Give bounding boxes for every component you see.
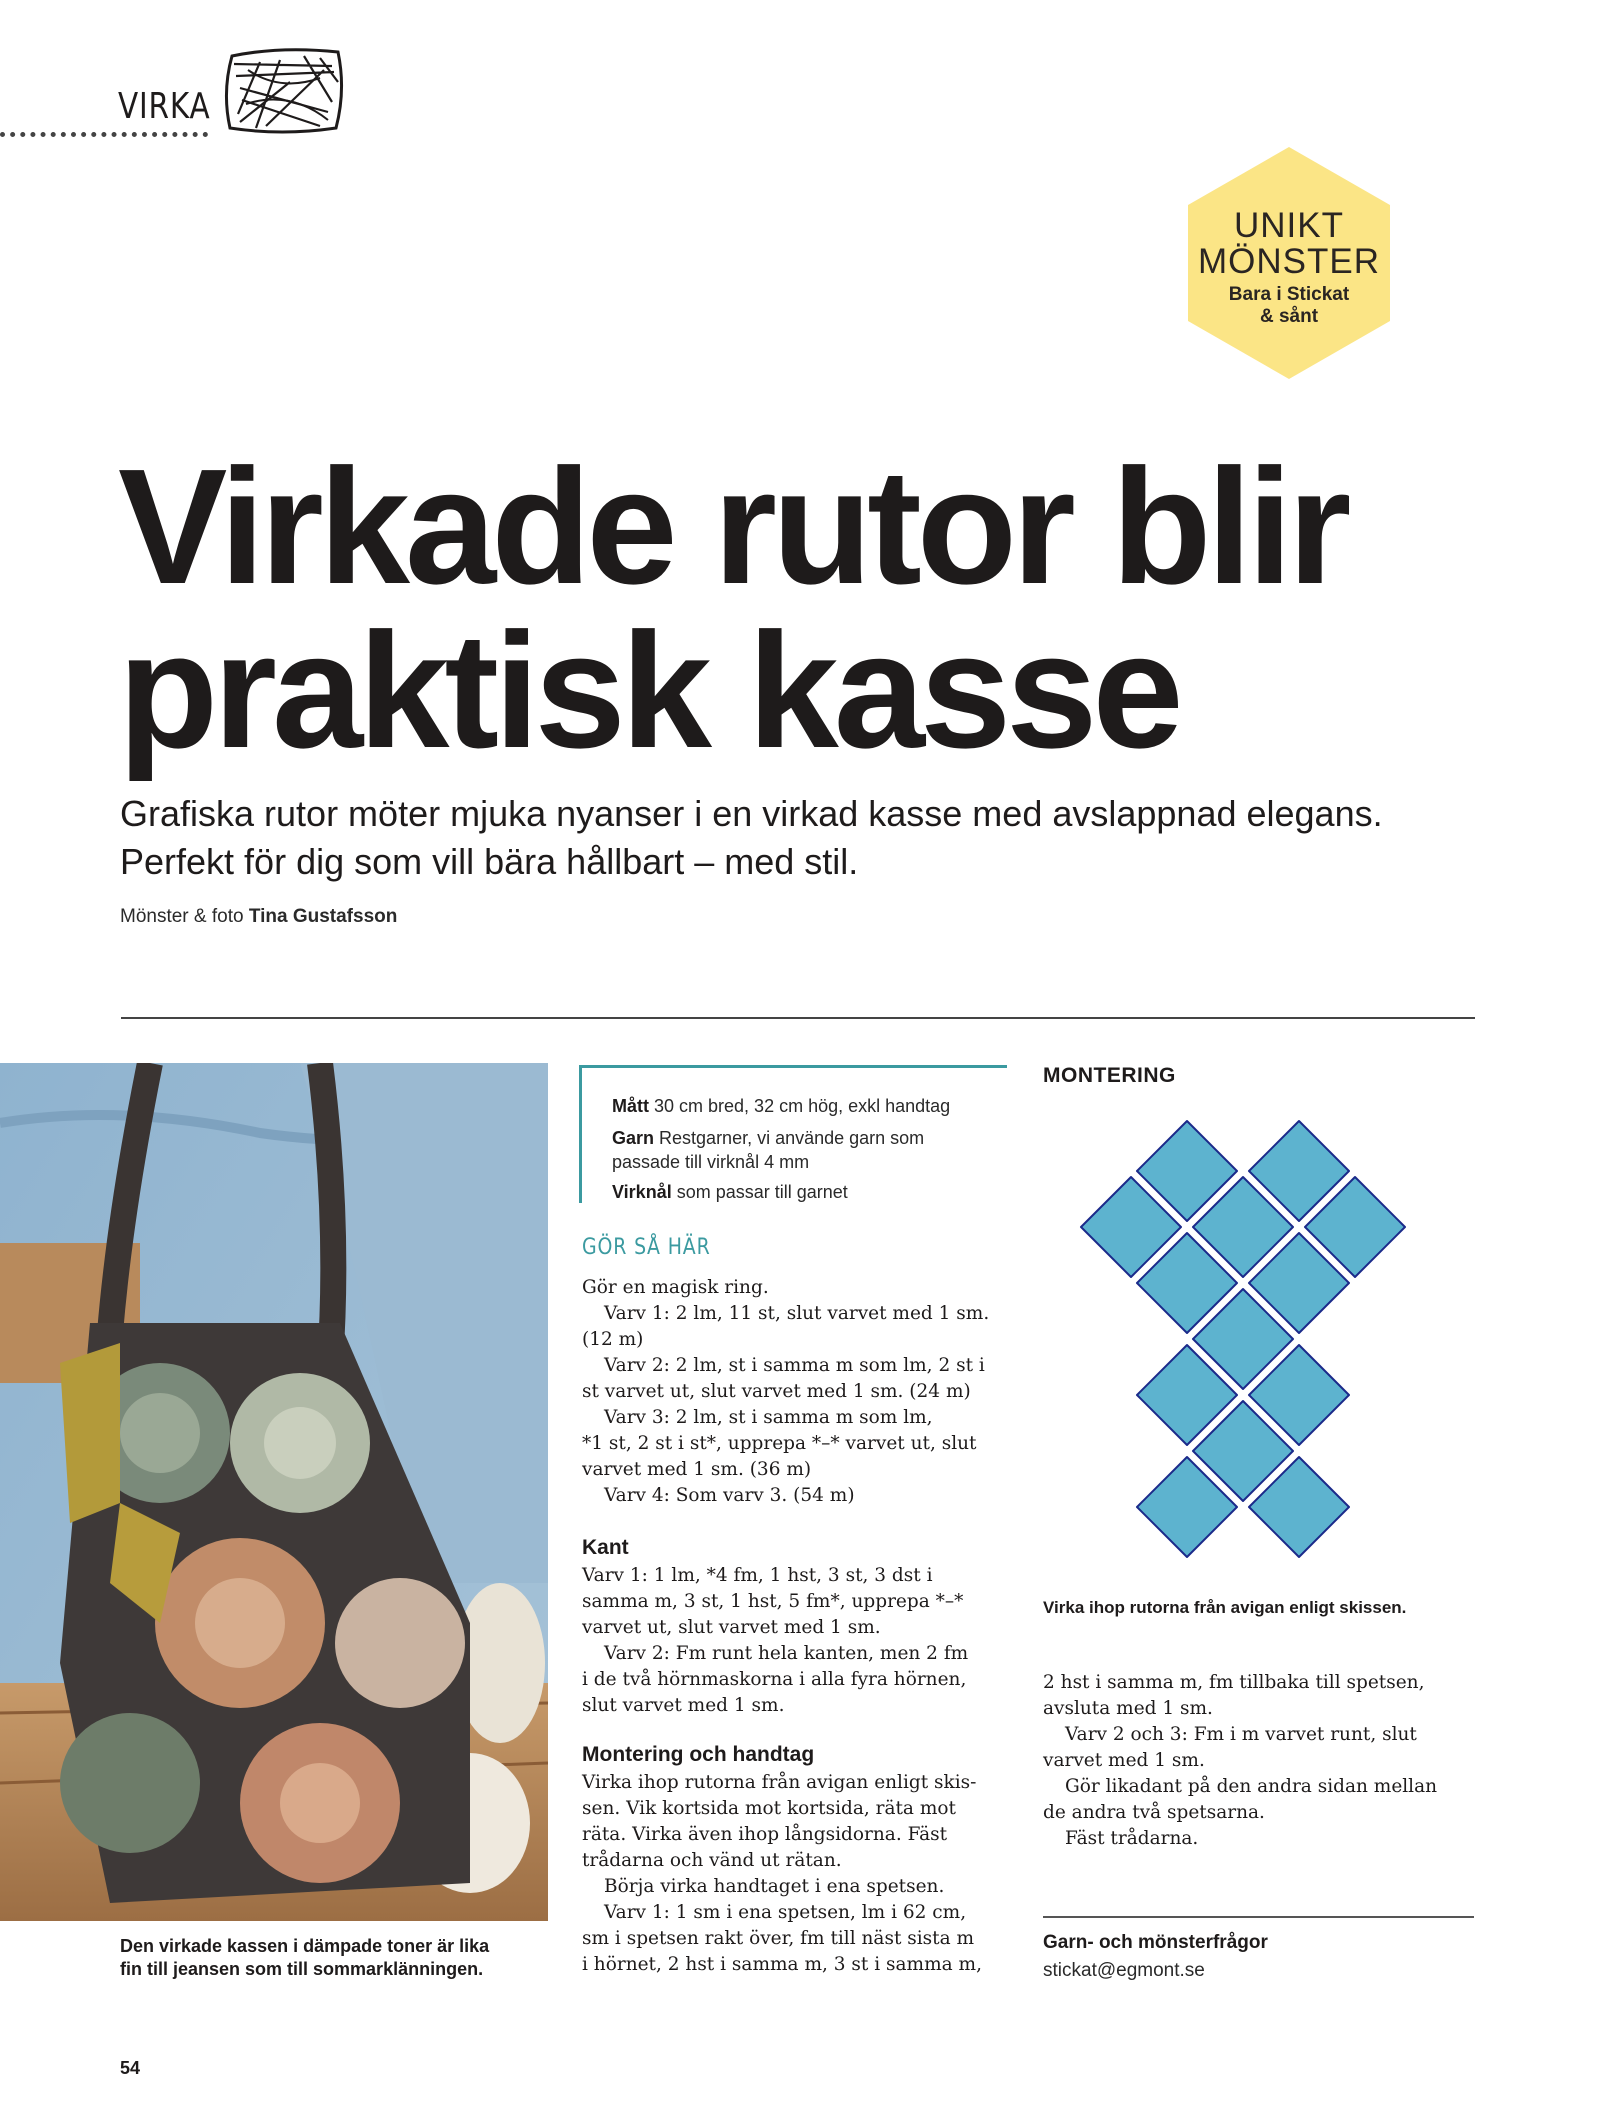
continuation-body (1043, 1670, 1473, 1852)
instructions-body (582, 1275, 1012, 1509)
instr-line: Varv 3: 2 lm, st i samma m som lm, (604, 1407, 933, 1428)
montering-handtag-heading: Montering och handtag (582, 1743, 815, 1766)
montering-line: sen. Vik kortsida mot kortsida, räta mot (582, 1798, 956, 1819)
instr-line: st varvet ut, slut varvet med 1 sm. (24 m) (582, 1381, 971, 1402)
section-label: VIRKA (118, 86, 211, 127)
yarn-ball-icon (220, 42, 350, 137)
instr-line: Varv 2: 2 lm, st i samma m som lm, 2 st i (604, 1355, 985, 1376)
cont-line: varvet med 1 sm. (1043, 1750, 1205, 1771)
montering-heading: MONTERING (1043, 1064, 1176, 1087)
photo-caption (120, 1935, 520, 1981)
cont-line: Varv 2 och 3: Fm i m varvet runt, slut (1065, 1724, 1417, 1745)
instr-line: varvet med 1 sm. (36 m) (582, 1459, 812, 1480)
badge-line2: MÖNSTER (1198, 242, 1380, 281)
badge-line4: & sånt (1259, 306, 1319, 327)
materials-hook (612, 1180, 1007, 1204)
badge-text (1188, 208, 1390, 328)
contact-email-link[interactable]: stickat@egmont.se (1043, 1960, 1205, 1981)
montering-line: i hörnet, 2 hst i samma m, 3 st i samma m, (582, 1954, 982, 1975)
kant-line: i de två hörnmaskorna i alla fyra hörnen, (582, 1669, 967, 1690)
kant-line: samma m, 3 st, 1 hst, 5 fm*, upprepa *–* (582, 1591, 964, 1612)
montering-line: Börja virka handtaget i ena spetsen. (604, 1876, 945, 1897)
article-intro (120, 790, 1440, 886)
badge-line1: UNIKT (1234, 206, 1344, 245)
cont-line: Gör likadant på den andra sidan mellan (1065, 1776, 1438, 1797)
badge-line3: Bara i Stickat (1228, 284, 1350, 305)
contact-heading: Garn- och mönsterfrågor (1043, 1932, 1268, 1953)
hook-value: som passar till garnet (676, 1182, 848, 1202)
materials-size (612, 1094, 1007, 1118)
cont-line: de andra två spetsarna. (1043, 1802, 1265, 1823)
montering-line: trådarna och vänd ut rätan. (582, 1850, 842, 1871)
yarn-label: Garn (612, 1128, 655, 1148)
diagram-caption: Virka ihop rutorna från avigan enligt skissen. (1043, 1598, 1407, 1617)
divider (121, 1017, 1475, 1019)
credit-name: Tina Gustafsson (248, 906, 398, 927)
instr-line: *1 st, 2 st i st*, upprepa *–* varvet ut, slut (582, 1433, 977, 1454)
cont-line: avsluta med 1 sm. (1043, 1698, 1213, 1719)
yarn-value-line2: passade till virknål 4 mm (612, 1152, 810, 1172)
kant-line: Varv 1: 1 lm, *4 fm, 1 hst, 3 st, 3 dst i (582, 1565, 933, 1586)
title-line1: Virkade rutor blir (118, 435, 1347, 618)
instr-line: Varv 4: Som varv 3. (54 m) (604, 1485, 855, 1506)
instr-line: (12 m) (582, 1329, 644, 1350)
instr-line: Gör en magisk ring. (582, 1277, 769, 1298)
instr-line: Varv 1: 2 lm, 11 st, slut varvet med 1 sm. (604, 1303, 990, 1324)
contact-divider (1043, 1916, 1474, 1918)
size-label: Mått (612, 1096, 649, 1116)
assembly-diagram (1075, 1115, 1435, 1558)
montering-line: räta. Virka även ihop långsidorna. Fäst (582, 1824, 948, 1845)
montering-body (582, 1770, 1012, 1978)
montering-line: Varv 1: 1 sm i ena spetsen, lm i 62 cm, (604, 1902, 967, 1923)
kant-line: varvet ut, slut varvet med 1 sm. (582, 1617, 881, 1638)
kant-body (582, 1563, 1012, 1719)
materials-box (579, 1065, 1007, 1203)
credit (120, 906, 397, 928)
yarn-value-line1: Restgarner, vi använde garn som (659, 1128, 925, 1148)
instructions-heading: GÖR SÅ HÄR (582, 1235, 711, 1260)
title-line2: praktisk kasse (118, 599, 1179, 782)
montering-line: sm i spetsen rakt över, fm till näst sista m (582, 1928, 975, 1949)
page-number: 54 (120, 2058, 141, 2078)
cont-line: Fäst trådarna. (1065, 1828, 1199, 1849)
materials-yarn (612, 1126, 1007, 1174)
header-dotted-rule (0, 132, 208, 137)
kant-line: slut varvet med 1 sm. (582, 1695, 785, 1716)
caption-line1: Den virkade kassen i dämpade toner är lika (120, 1936, 490, 1956)
intro-line1: Grafiska rutor möter mjuka nyanser i en virkad kasse med avslappnad elegans. (120, 793, 1383, 834)
intro-line2: Perfekt för dig som vill bära hållbart – med stil. (120, 841, 859, 882)
size-value: 30 cm bred, 32 cm hög, exkl handtag (654, 1096, 951, 1116)
crocheted-bag-photo (0, 1063, 548, 1921)
montering-line: Virka ihop rutorna från avigan enligt skis- (582, 1772, 977, 1793)
kant-heading: Kant (582, 1536, 629, 1559)
cont-line: 2 hst i samma m, fm tillbaka till spetsen, (1043, 1672, 1425, 1693)
hook-label: Virknål (612, 1182, 672, 1202)
kant-line: Varv 2: Fm runt hela kanten, men 2 fm (604, 1643, 969, 1664)
credit-prefix: Mönster & foto (120, 906, 244, 927)
article-title (118, 435, 1418, 782)
caption-line2: fin till jeansen som till sommarklänningen. (120, 1959, 484, 1979)
